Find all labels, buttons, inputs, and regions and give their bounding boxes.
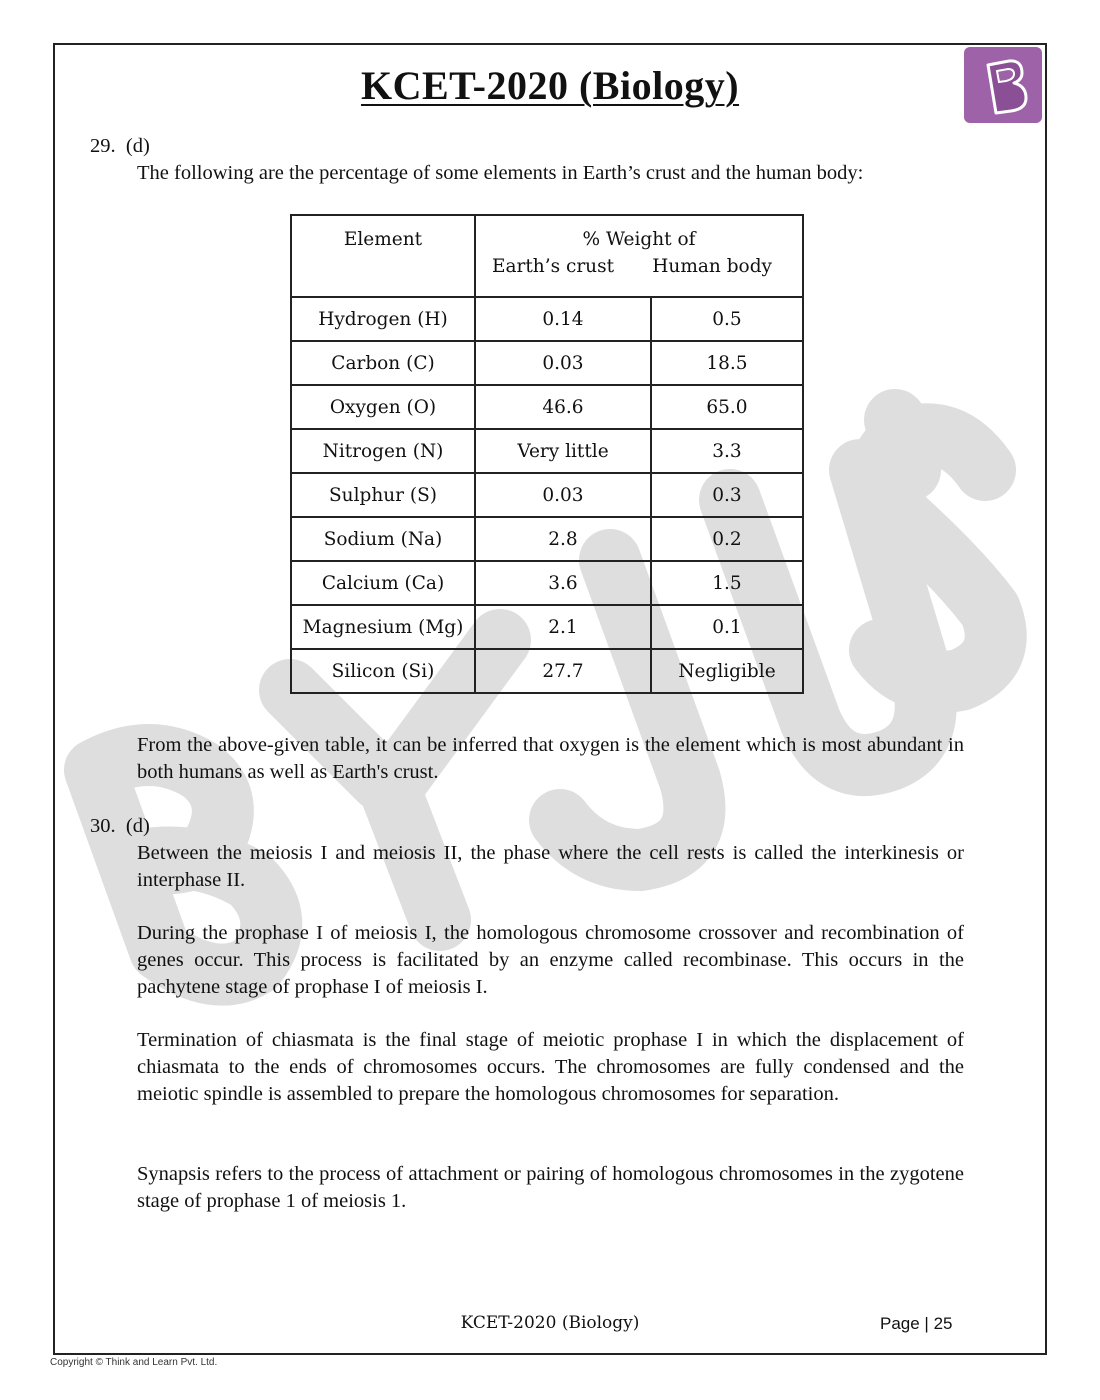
page-title: KCET-2020 (Biology) [360, 63, 740, 108]
table-row [291, 473, 803, 517]
cell-earth-crust: 2.1 [475, 605, 651, 649]
cell-human-body: 0.2 [651, 517, 803, 561]
cell-human-body: 0.3 [651, 473, 803, 517]
answer-label: (d) [125, 135, 150, 157]
cell-human-body: 18.5 [651, 341, 803, 385]
table-row [291, 341, 803, 385]
cell-element: Oxygen (O) [291, 385, 475, 429]
cell-element: Silicon (Si) [291, 649, 475, 693]
cell-human-body: 0.5 [651, 297, 803, 341]
question-29-number: 29. (d) [90, 135, 150, 157]
copyright-notice: Copyright © Think and Learn Pvt. Ltd. [50, 1357, 218, 1368]
cell-earth-crust: 27.7 [475, 649, 651, 693]
table-row [291, 605, 803, 649]
cell-human-body: 3.3 [651, 429, 803, 473]
cell-human-body: 1.5 [651, 561, 803, 605]
footer-title: KCET-2020 (Biology) [460, 1313, 640, 1333]
cell-element: Magnesium (Mg) [291, 605, 475, 649]
page-number: Page | 25 [880, 1314, 953, 1333]
question-30-paragraph-3: Termination of chiasmata is the final stage of meiotic prophase I in which the displacement of chiasmata to the ends of chromosomes occurs. The chromosomes are fully condensed and the meiotic spindle is assembled to prepare the homologous chromosomes for separation. [137, 1029, 964, 1105]
question-30-number: 30. (d) [90, 815, 150, 837]
table-row [291, 429, 803, 473]
table-row [291, 561, 803, 605]
cell-element: Sulphur (S) [291, 473, 475, 517]
question-29-intro: The following are the percentage of some elements in Earth’s crust and the human body: [137, 162, 864, 184]
cell-element: Carbon (C) [291, 341, 475, 385]
cell-element: Calcium (Ca) [291, 561, 475, 605]
question-30-paragraph-2: During the prophase I of meiosis I, the homologous chromosome crossover and recombination of genes occur. This process is facilitated by an enzyme called recombinase. This occurs in the pachytene stage of prophase I of meiosis I. [137, 922, 964, 998]
cell-human-body: 65.0 [651, 385, 803, 429]
question-30-paragraph-4: Synapsis refers to the process of attachment or pairing of homologous chromosomes in the zygotene stage of prophase 1 of meiosis 1. [137, 1163, 964, 1212]
cell-earth-crust: 2.8 [475, 517, 651, 561]
cell-earth-crust: Very little [475, 429, 651, 473]
cell-earth-crust: 0.03 [475, 341, 651, 385]
cell-human-body: Negligible [651, 649, 803, 693]
table-header-row [291, 215, 803, 297]
cell-earth-crust: 0.14 [475, 297, 651, 341]
element-percentage-table [290, 214, 804, 694]
table-row [291, 649, 803, 693]
header-weight-group [475, 215, 803, 297]
question-29-conclusion: From the above-given table, it can be inferred that oxygen is the element which is most abundant in both humans as well as Earth's crust. [137, 734, 964, 783]
table-row [291, 517, 803, 561]
cell-earth-crust: 3.6 [475, 561, 651, 605]
header-earth-crust: Earth’s crust [492, 256, 615, 277]
cell-earth-crust: 46.6 [475, 385, 651, 429]
header-human-body: Human body [652, 256, 772, 277]
cell-earth-crust: 0.03 [475, 473, 651, 517]
table-row [291, 385, 803, 429]
header-element: Element [291, 215, 475, 297]
byjus-b-logo-icon [964, 47, 1042, 123]
cell-element: Sodium (Na) [291, 517, 475, 561]
answer-label: (d) [125, 815, 150, 837]
cell-element: Hydrogen (H) [291, 297, 475, 341]
question-30-paragraph-1: Between the meiosis I and meiosis II, the phase where the cell rests is called the interkinesis or interphase II. [137, 842, 964, 891]
header-weight-of: % Weight of [582, 229, 696, 250]
cell-element: Nitrogen (N) [291, 429, 475, 473]
table-row [291, 297, 803, 341]
cell-human-body: 0.1 [651, 605, 803, 649]
